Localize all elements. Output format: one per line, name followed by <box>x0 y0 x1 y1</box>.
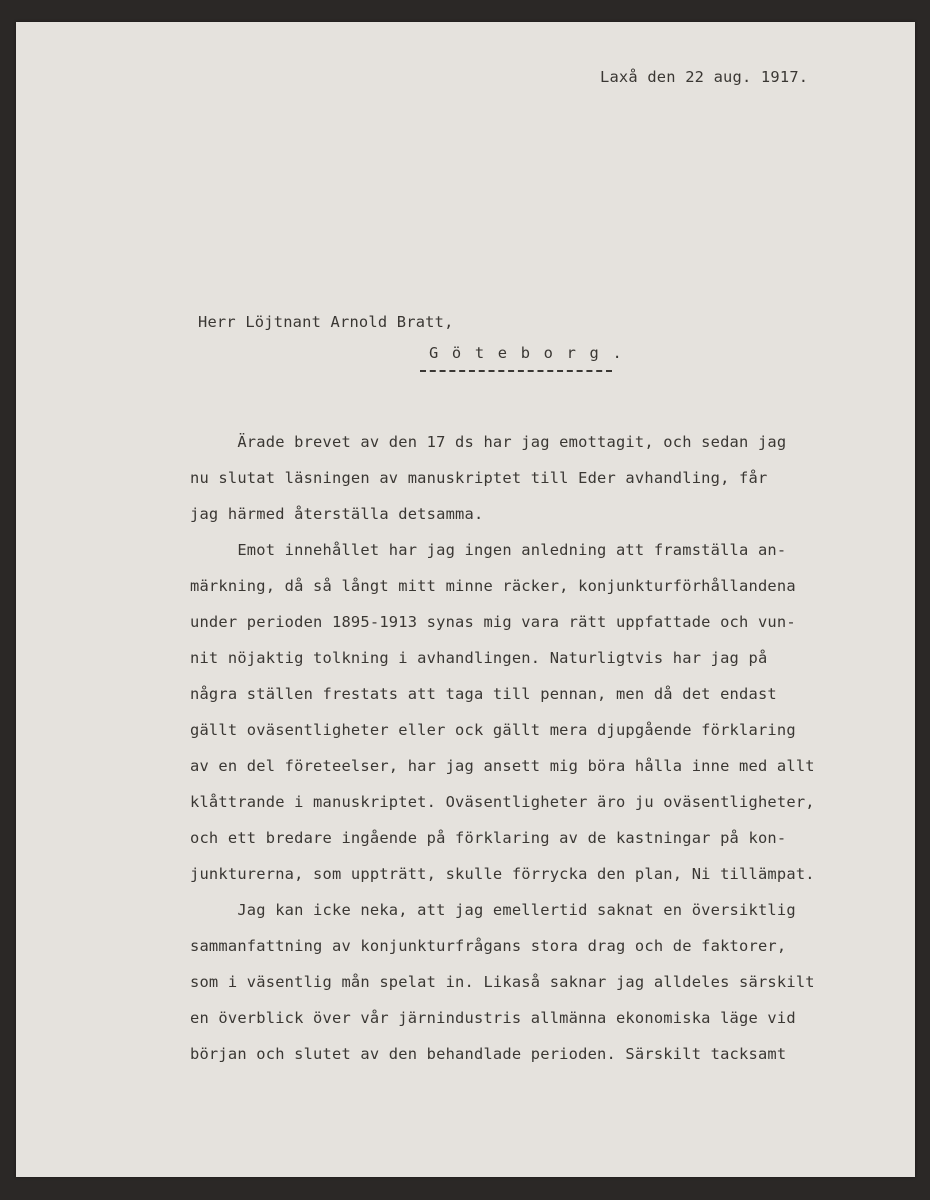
body-line: av en del företeelser, har jag ansett mig böra hålla inne med allt <box>190 757 815 775</box>
body-line: jag härmed återställa detsamma. <box>190 505 484 523</box>
body-line: en överblick över vår järnindustris allmänna ekonomiska läge vid <box>190 1009 796 1027</box>
body-line: junkturerna, som uppträtt, skulle förrycka den plan, Ni tillämpat. <box>190 865 815 883</box>
city-underline <box>420 370 612 372</box>
letter-date: Laxå den 22 aug. 1917. <box>600 68 809 86</box>
addressee: Herr Löjtnant Arnold Bratt, <box>198 313 454 331</box>
body-line: Jag kan icke neka, att jag emellertid saknat en översiktlig <box>190 901 796 919</box>
body-line: gällt oväsentligheter eller ock gällt mera djupgående förklaring <box>190 721 796 739</box>
body-line: under perioden 1895-1913 synas mig vara rätt uppfattade och vun- <box>190 613 796 631</box>
body-line: några ställen frestats att taga till pennan, men då det endast <box>190 685 777 703</box>
body-line: nu slutat läsningen av manuskriptet till Eder avhandling, får <box>190 469 768 487</box>
body-line: början och slutet av den behandlade perioden. Särskilt tacksamt <box>190 1045 787 1063</box>
body-line: som i väsentlig mån spelat in. Likaså saknar jag alldeles särskilt <box>190 973 815 991</box>
body-line: Emot innehållet har jag ingen anledning att framställa an- <box>190 541 787 559</box>
body-line: sammanfattning av konjunkturfrågans stora drag och de faktorer, <box>190 937 787 955</box>
body-line: klåttrande i manuskriptet. Oväsentligheter äro ju oväsentligheter, <box>190 793 815 811</box>
body-line: nit nöjaktig tolkning i avhandlingen. Naturligtvis har jag på <box>190 649 768 667</box>
city-line: G ö t e b o r g . <box>429 344 624 362</box>
letter-page <box>16 22 915 1177</box>
body-line: och ett bredare ingående på förklaring av de kastningar på kon- <box>190 829 787 847</box>
body-line: Ärade brevet av den 17 ds har jag emottagit, och sedan jag <box>190 433 787 451</box>
body-line: märkning, då så långt mitt minne räcker, konjunkturförhållandena <box>190 577 796 595</box>
